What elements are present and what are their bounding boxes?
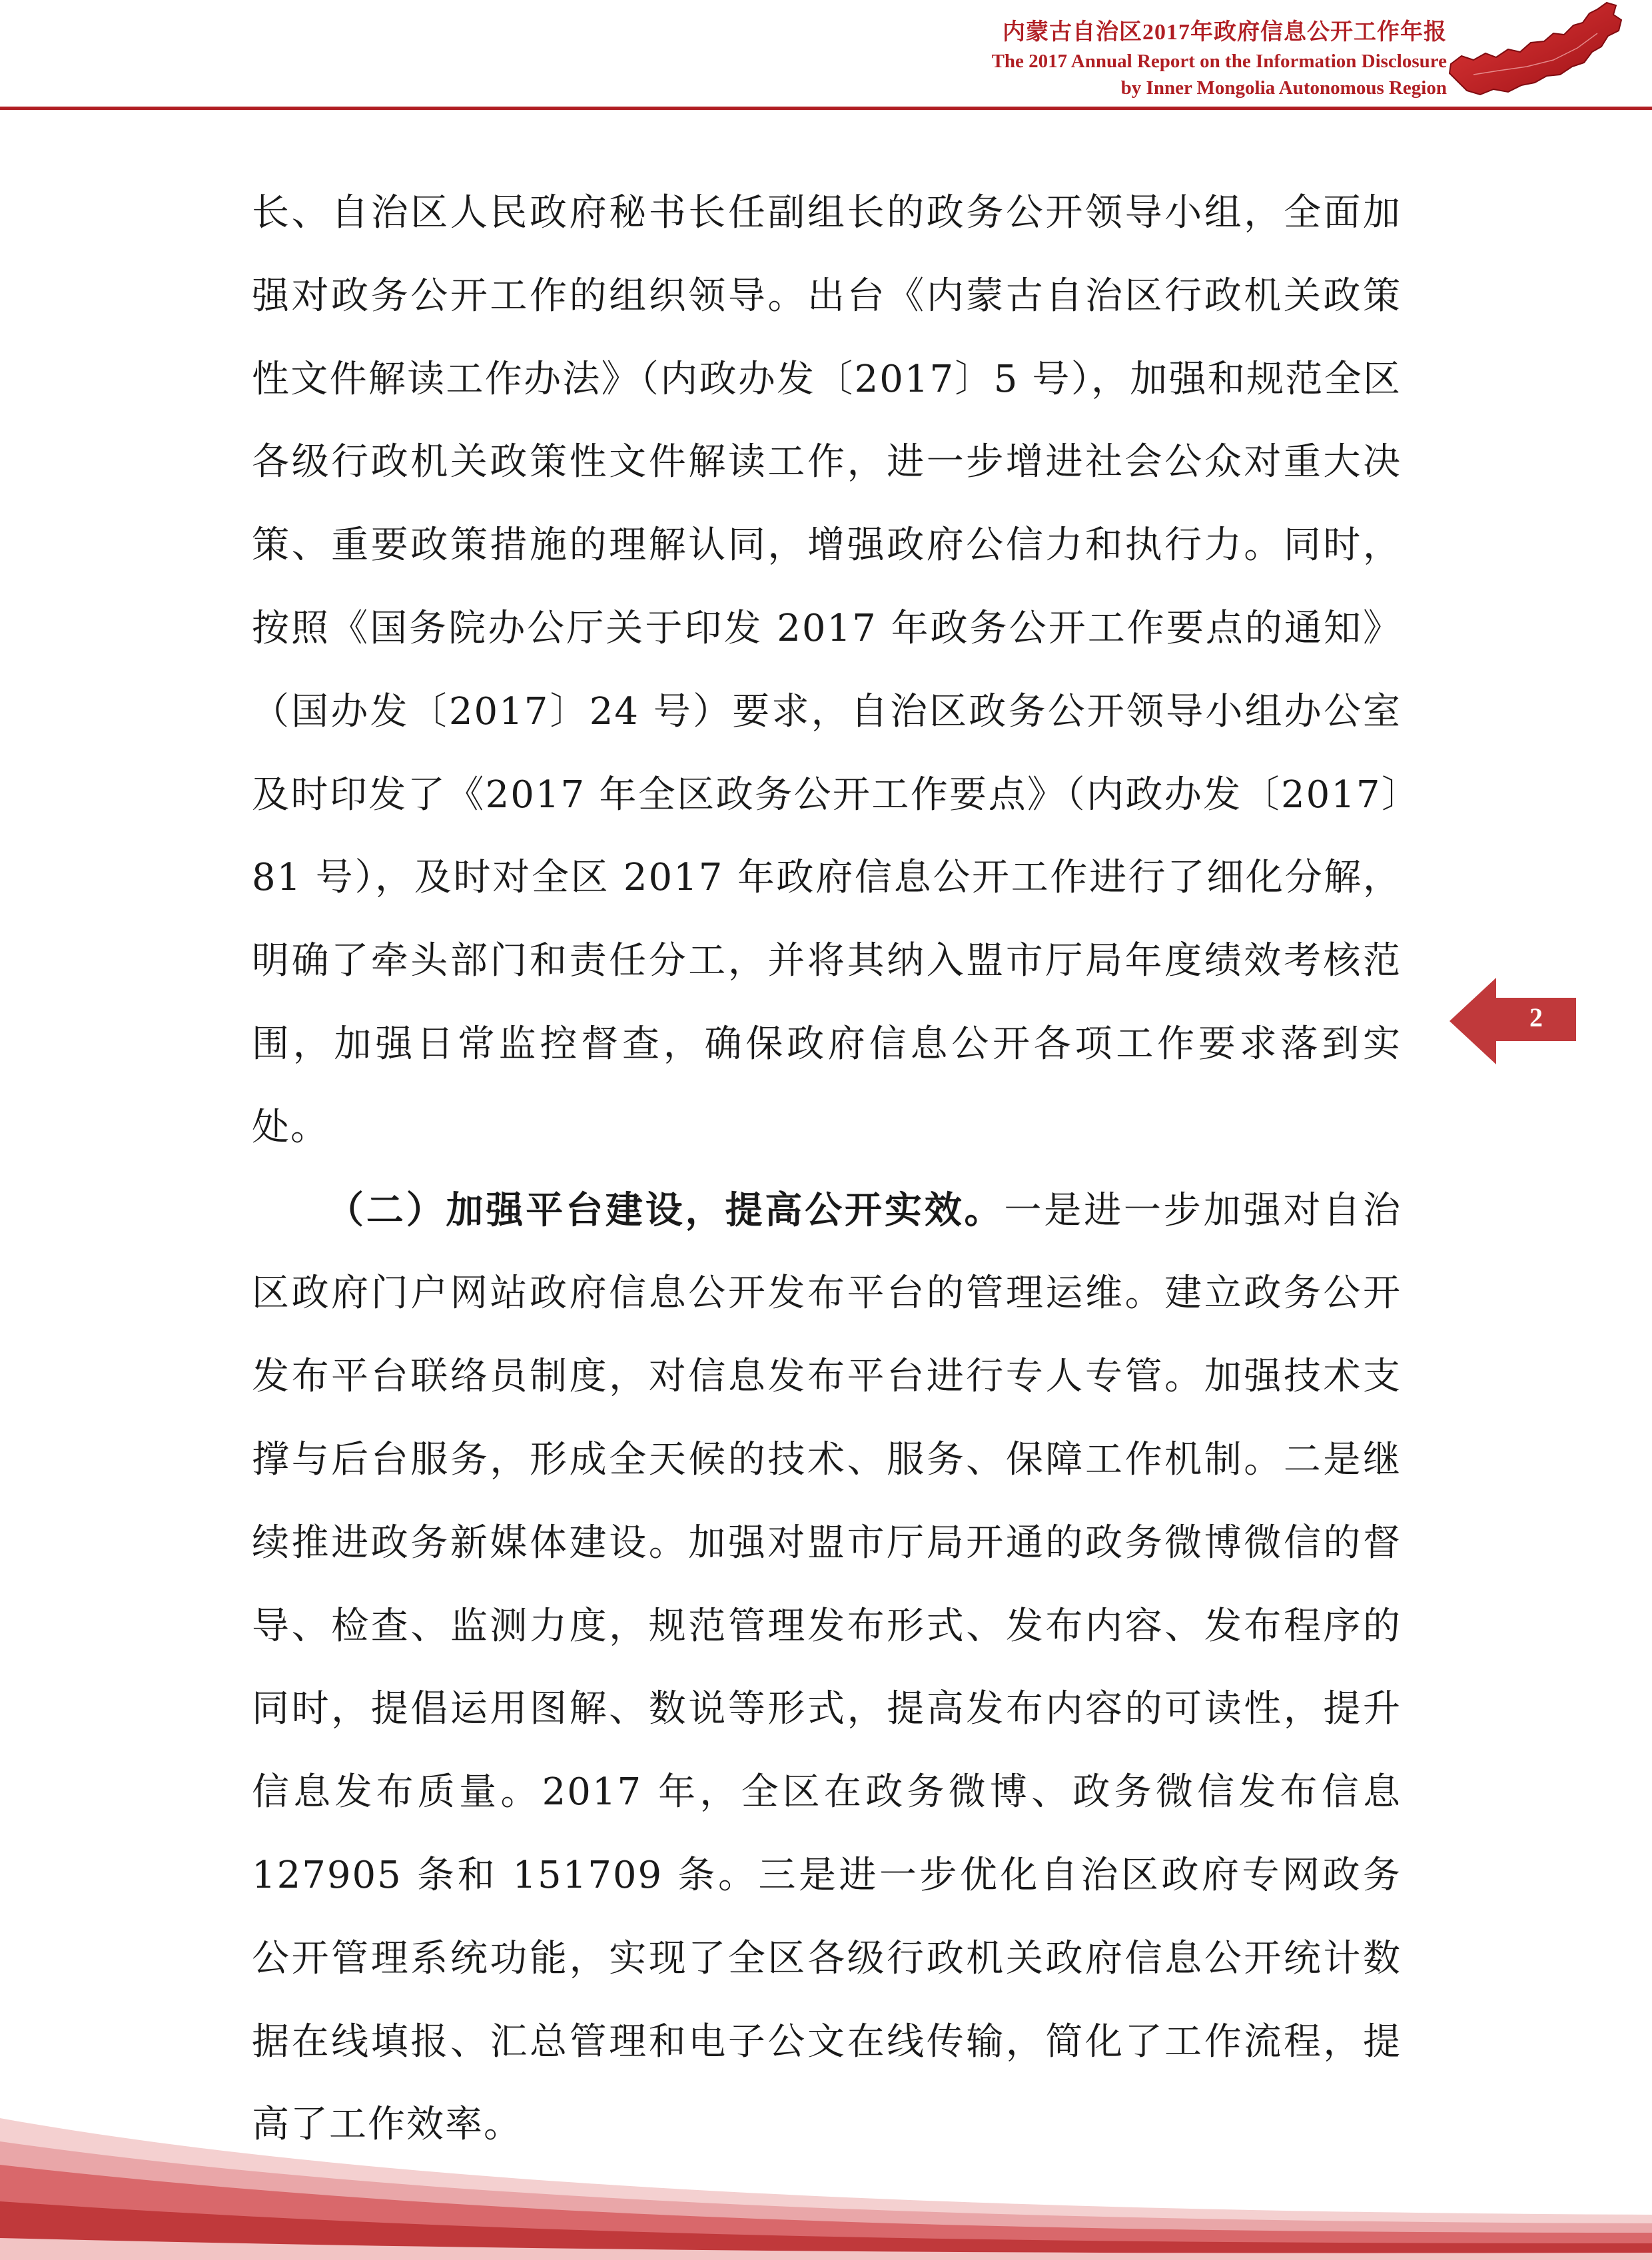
header-title-block xyxy=(992,17,1447,101)
document-body xyxy=(252,172,1402,2167)
header-title-en-line2: by Inner Mongolia Autonomous Region xyxy=(1120,77,1447,99)
header-divider xyxy=(0,107,1652,110)
footer-wave-decoration xyxy=(0,2078,1652,2260)
section-2-text: 一是进一步加强对自治区政府门户网站政府信息公开发布平台的管理运维。建立政务公开发布平台联络员制度，对信息发布平台进行专人专管。加强技术支撑与后台服务，形成全天候的技术、服务、保障工作机制。二是继续推进政务新媒体建设。加强对盟市厅局开通的政务微博微信的督导、检查、监测力度，规范管理发布形式、发布内容、发布程序的同时，提倡运用图解、数说等形式，提高发布内容的可读性，提升信息发布质量。2017 年，全区在政务微博、政务微信发布信息 127905 条和 151709 条。三是进一步优化自治区政府专网政务公开管理系统功能，实现了全区各级行政机关政府信息公开统计数据在线填报、汇总管理和电子公文在线传输，简化了工作流程，提高了工作效率。 xyxy=(252,1188,1402,2147)
page-header xyxy=(0,0,1652,115)
paragraph-continued: 长、自治区人民政府秘书长任副组长的政务公开领导小组，全面加强对政务公开工作的组织领导。出台《内蒙古自治区行政机关政策性文件解读工作办法》（内政办发〔2017〕5 号），加强和规范全区各级行政机关政策性文件解读工作，进一步增进社会公众对重大决策、重要政策措施的理解认同，增强政府公信力和执行力。同时，按照《国务院办公厅关于印发 2017 年政务公开工作要点的通知》（国办发〔2017〕24 号）要求，自治区政务公开领导小组办公室及时印发了《2017 年全区政务公开工作要点》（内政办发〔2017〕81 号），及时对全区 2017 年政府信息公开工作进行了细化分解，明确了牵头部门和责任分工，并将其纳入盟市厅局年度绩效考核范围，加强日常监控督查，确保政府信息公开各项工作要求落到实处。 xyxy=(252,191,1402,1149)
inner-mongolia-map-icon xyxy=(1447,0,1640,107)
header-title-cn: 内蒙古自治区2017年政府信息公开工作年报 xyxy=(1003,20,1447,45)
section-2-heading: （二）加强平台建设，提高公开实效。 xyxy=(326,1188,1005,1232)
page-number: 2 xyxy=(1529,1002,1543,1032)
page-number-tab xyxy=(1449,978,1576,1064)
header-title-en-line1: The 2017 Annual Report on the Information Disclosure xyxy=(991,51,1447,72)
paragraph-section-2 xyxy=(252,1170,1402,2167)
